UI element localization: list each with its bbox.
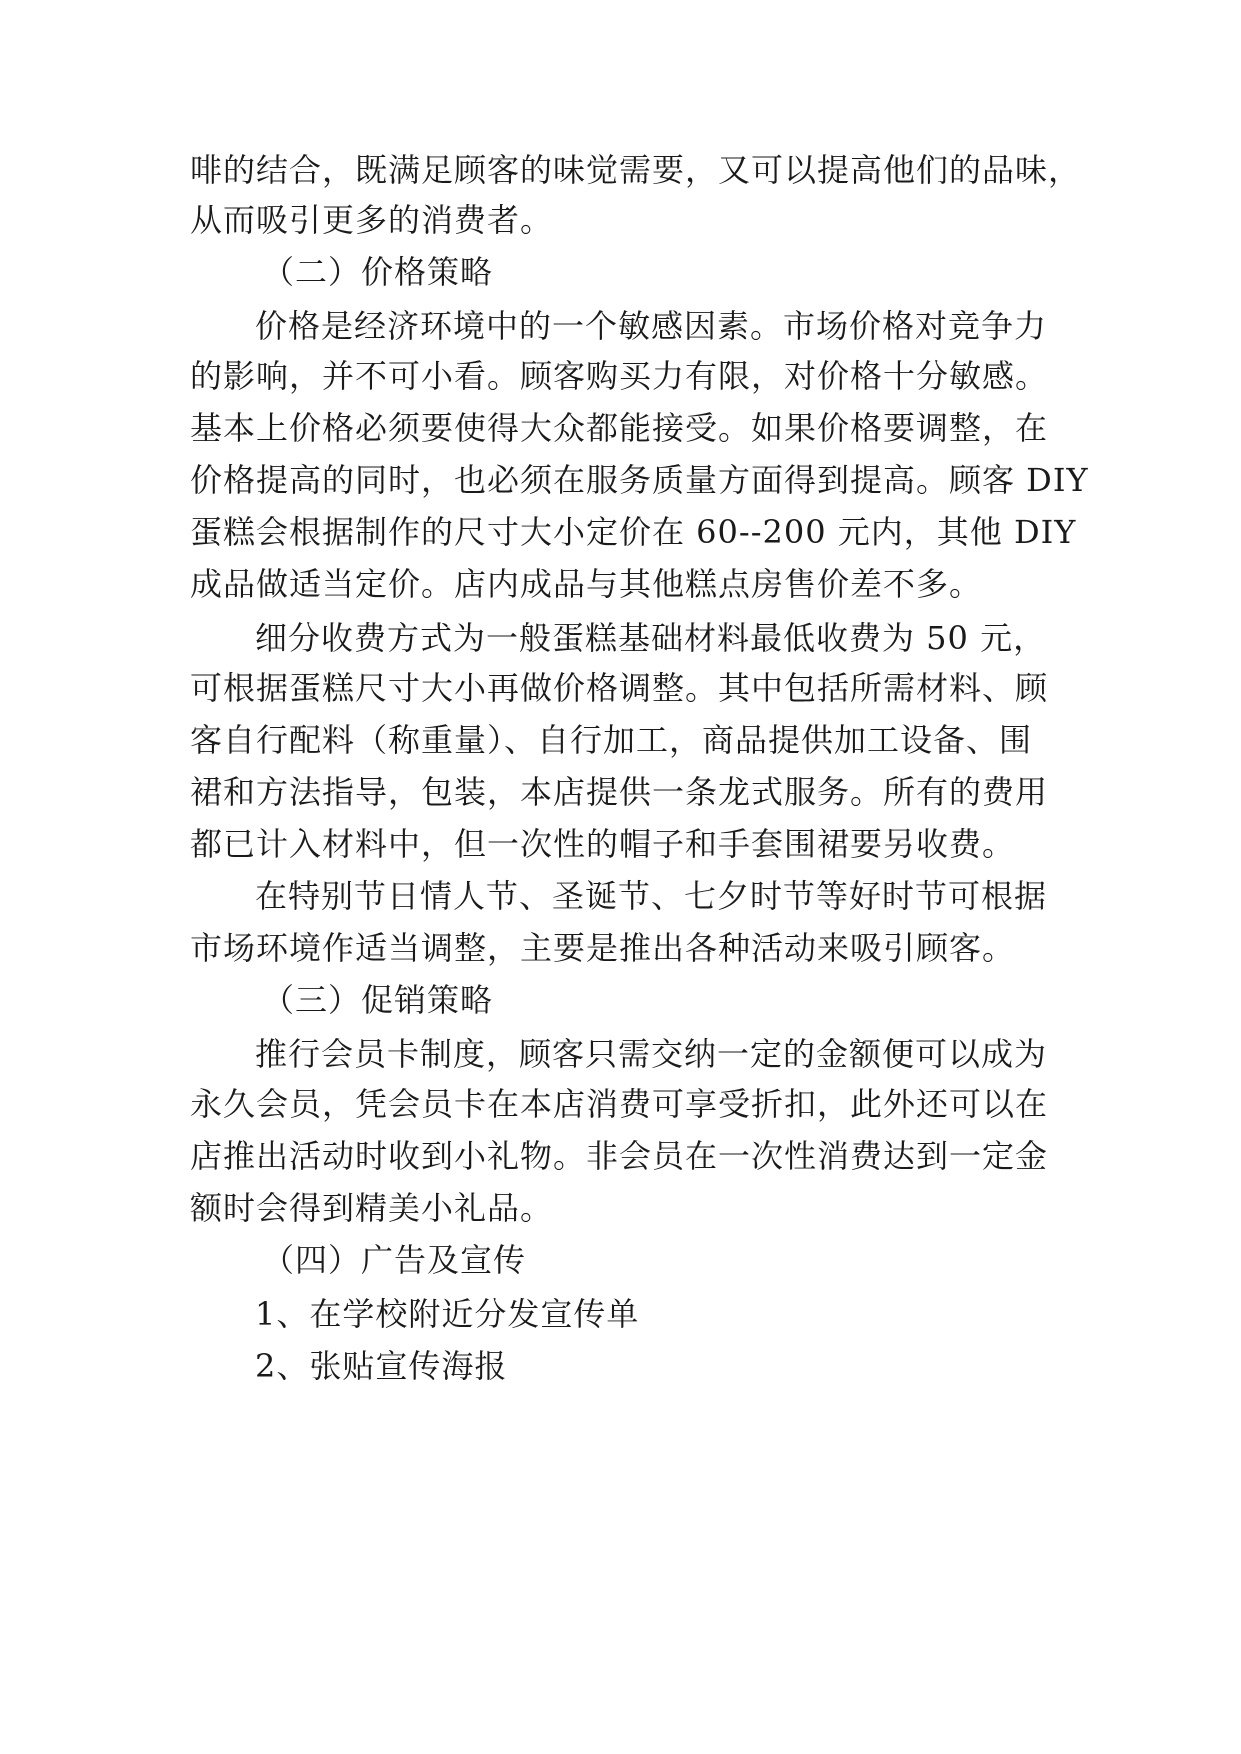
text-line-21: 额时会得到精美小礼品。 [190, 1189, 554, 1227]
text-line-13: 裙和方法指导，包装，本店提供一条龙式服务。所有的费用 [190, 773, 1049, 811]
text-line-7: 价格提高的同时，也必须在服务质量方面得到提高。顾客 DIY [190, 461, 1089, 499]
text-line-4: 价格是经济环境中的一个敏感因素。市场价格对竞争力 [255, 307, 1048, 345]
list-item-1: 1、在学校附近分发宣传单 [255, 1295, 640, 1333]
text-line-1: 啡的结合，既满足顾客的味觉需要，又可以提高他们的品味， [190, 151, 1082, 189]
section-heading-promotion: （三）促销策略 [262, 981, 494, 1019]
text-line-9: 成品做适当定价。店内成品与其他糕点房售价差不多。 [190, 565, 983, 603]
text-line-12: 客自行配料（称重量）、自行加工，商品提供加工设备、围 [190, 721, 1033, 759]
text-line-5: 的影响，并不可小看。顾客购买力有限，对价格十分敏感。 [190, 357, 1049, 395]
text-line-14: 都已计入材料中，但一次性的帽子和手套围裙要另收费。 [190, 825, 1016, 863]
text-line-16: 市场环境作适当调整，主要是推出各种活动来吸引顾客。 [190, 929, 1016, 967]
text-line-11: 可根据蛋糕尺寸大小再做价格调整。其中包括所需材料、顾 [190, 669, 1049, 707]
section-heading-advertising: （四）广告及宣传 [262, 1241, 527, 1279]
text-line-6: 基本上价格必须要使得大众都能接受。如果价格要调整，在 [190, 409, 1049, 447]
text-line-8: 蛋糕会根据制作的尺寸大小定价在 60--200 元内，其他 DIY [190, 513, 1077, 551]
text-line-20: 店推出活动时收到小礼物。非会员在一次性消费达到一定金 [190, 1137, 1049, 1175]
list-item-2: 2、张贴宣传海报 [255, 1347, 508, 1385]
text-line-18: 推行会员卡制度，顾客只需交纳一定的金额便可以成为 [255, 1035, 1048, 1073]
text-line-10: 细分收费方式为一般蛋糕基础材料最低收费为 50 元， [255, 619, 1047, 657]
text-line-2: 从而吸引更多的消费者。 [190, 201, 554, 239]
text-line-19: 永久会员，凭会员卡在本店消费可享受折扣，此外还可以在 [190, 1085, 1049, 1123]
text-line-15: 在特别节日情人节、圣诞节、七夕时节等好时节可根据 [255, 877, 1048, 915]
section-heading-pricing: （二）价格策略 [262, 253, 494, 291]
